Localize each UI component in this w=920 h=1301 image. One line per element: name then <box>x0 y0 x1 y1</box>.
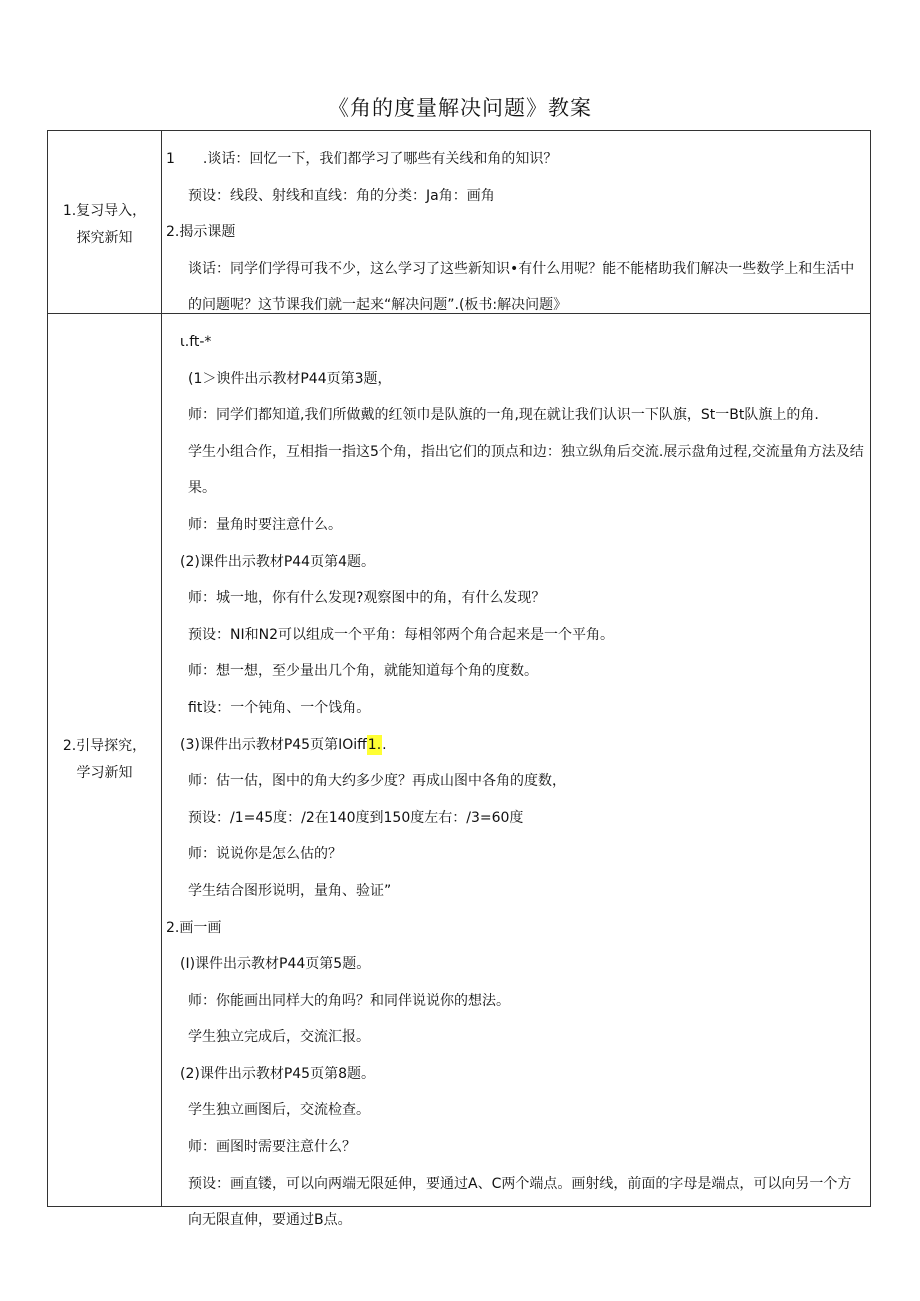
content-line: 学生独立完成后，交流汇报。 <box>188 1029 370 1046</box>
content-line: 师：同学们都知道,我们所做戴的红领巾是队旗的一角,现在就让我们认识一下队旗，St一Bt队旗上的角. <box>188 407 819 424</box>
content-line: 师：画图时需要注意什么？ <box>188 1139 356 1156</box>
section-content-cell <box>162 314 871 1229</box>
table-row-explore <box>48 314 871 1207</box>
section-content-cell <box>162 131 871 314</box>
content-line: 学生独立画图后，交流检查。 <box>188 1102 370 1119</box>
content-line: 学生小组合作，互相指一指这5个角，指出它们的顶点和边：独立纵角后交流.展示盘角过程,交流量角方法及结果。 <box>188 443 864 497</box>
content-line: fit设：一个钝角、一个饯角。 <box>188 699 371 716</box>
content-line: 师：量角时要注意什么。 <box>188 516 342 533</box>
section-label-cell <box>48 314 162 1207</box>
document-title: 《角的度量解决问题》教案 <box>328 96 592 120</box>
section-label-review: 1.复习导入，探究新知 <box>62 203 147 246</box>
content-line: (I)课件出示教材P44页第5题。 <box>180 956 371 973</box>
content-line: 师：城一地，你有什么发现?观察图中的角，有什么发现？ <box>188 590 546 607</box>
content-line: 学生结合图形说明，量角、验证” <box>188 882 392 899</box>
content-line: 1 .谈话：回忆一下，我们都学习了哪些有关线和角的知识？ <box>166 151 558 167</box>
section-label-cell <box>48 131 162 314</box>
content-line: 谈话：同学们学得可我不少，这么学习了这些新知识•有什么用呢？能不能楮助我们解决一些数学上和生活中的问题呢？这节课我们就一起来“解决问题”.(板书:解决问题》 <box>188 260 855 314</box>
section-label-explore: 2.引导探究，学习新知 <box>62 738 147 781</box>
content-text: . <box>382 736 387 753</box>
content-line: (2)课件出示教材P45页第8题。 <box>180 1065 375 1082</box>
section-content-review <box>162 131 870 313</box>
content-line: (1＞谀件出示教材P44页第3题， <box>188 370 392 387</box>
content-line: 师：想一想，至少量出几个角，就能知道每个角的度数。 <box>188 663 538 680</box>
highlighted-text: 1. <box>367 736 382 753</box>
content-line: 2.揭示课题 <box>166 224 236 241</box>
content-line <box>166 727 864 764</box>
section-content-explore <box>162 314 870 1229</box>
content-line: 预设：NI和N2可以组成一个平角：每相邻两个角合起来是一个平角。 <box>188 626 614 643</box>
content-line: 预设：画直镂，可以向两端无限延伸，要通过A、C两个端点。画射线，前面的字母是端点，可以向另一个方向无限直伸，要通过B点。 <box>188 1175 852 1229</box>
content-text: (3)课件出示教材P45页第IOiff <box>180 736 367 753</box>
content-line: 预设：/1=45度：/2在140度到150度左右：/3=60度 <box>188 809 524 826</box>
lesson-plan-table <box>47 130 871 1229</box>
content-line: 师：你能画出同样大的角吗？和同伴说说你的想法。 <box>188 992 510 1009</box>
content-line: (2)课件出示教材P44页第4题。 <box>180 553 375 570</box>
content-line: 预设：线段、射线和直线：角的分类：Ja角：画角 <box>188 187 495 204</box>
content-line: 师：估一估，图中的角大约多少度？再成山图中各角的度数， <box>188 773 566 790</box>
table-row-review <box>48 131 871 314</box>
content-line: 师：说说你是怎么估的？ <box>188 846 342 863</box>
content-line: ι.ft-* <box>180 334 212 350</box>
content-line: 2.画一画 <box>166 919 222 936</box>
